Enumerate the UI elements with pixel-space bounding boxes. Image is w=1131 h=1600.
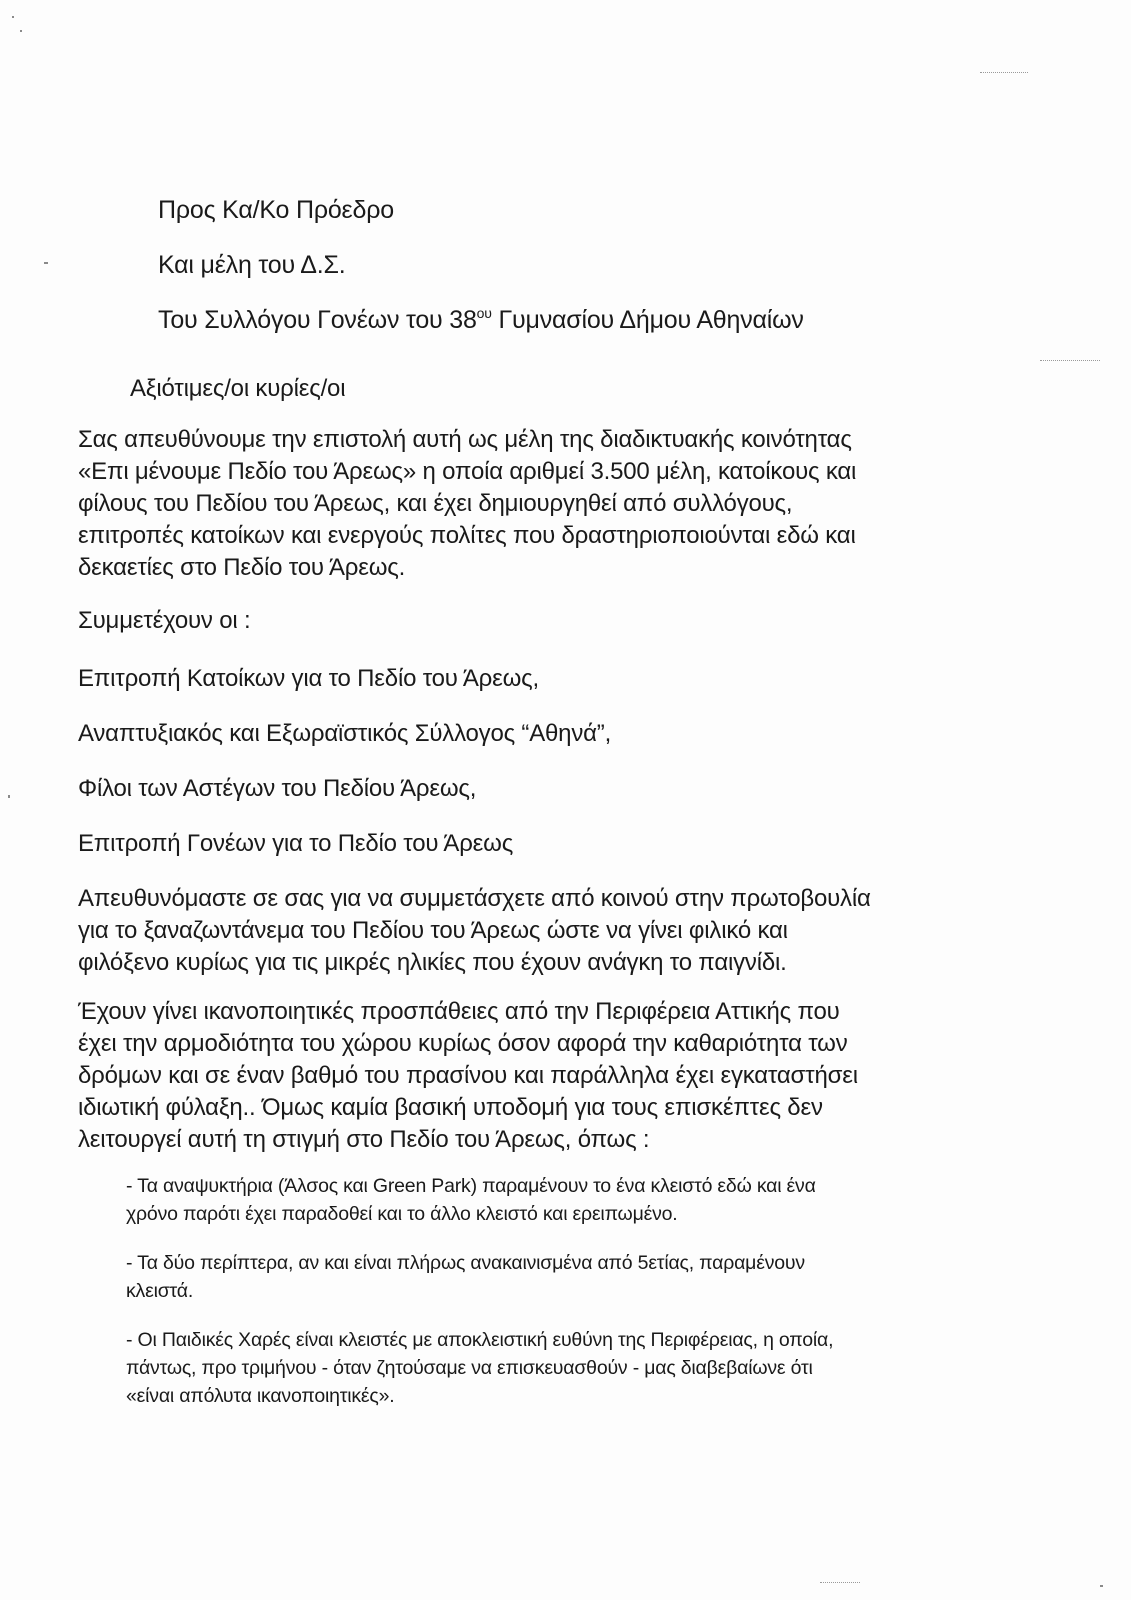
participant-item: Φίλοι των Αστέγων του Πεδίου Άρεως, (78, 775, 477, 802)
scan-speck (1100, 1585, 1103, 1587)
bullet-item: - Οι Παιδικές Χαρές είναι κλειστές με αποκλειστική ευθύνη της Περιφέρειας, η οποία, πάντως, προ τριμήνου - όταν ζητούσαμε να επισκευασθούν - μας διαβεβαίωνε ότι «είναι απόλυτα ικανοποιητικές». (126, 1329, 834, 1407)
participants-heading: Συμμετέχουν οι : (78, 607, 251, 634)
recipient-line-3 (158, 305, 804, 336)
salutation: Αξιότιμες/οι κυρίες/οι (130, 375, 346, 402)
participant-item: Επιτροπή Κατοίκων για το Πεδίο του Άρεως, (78, 665, 540, 692)
scan-speck (20, 30, 22, 32)
scan-speck (8, 795, 10, 798)
scan-dotted-mark (1040, 360, 1100, 361)
scan-dotted-mark (980, 72, 1028, 73)
participant-item: Αναπτυξιακός και Εξωραϊστικός Σύλλογος “Αθηνά”, (78, 720, 612, 747)
participant-item: Επιτροπή Γονέων για το Πεδίο του Άρεως (78, 830, 514, 857)
recipient-line-1: Προς Κα/Κο Πρόεδρο (158, 196, 394, 224)
scan-dotted-mark (820, 1582, 860, 1583)
recipient-line-3-school: Γυμνασίου Δήμου Αθηναίων (491, 306, 804, 334)
recipient-line-2: Και μέλη του Δ.Σ. (158, 251, 346, 279)
bullet-item: - Τα αναψυκτήρια (Άλσος και Green Park) παραμένουν το ένα κλειστό εδώ και ένα χρόνο παρότι έχει παραδοθεί και το άλλο κλειστό και ερειπωμένο. (126, 1175, 816, 1225)
efforts-paragraph: Έχουν γίνει ικανοποιητικές προσπάθειες από την Περιφέρεια Αττικής που έχει την αρμοδιότητα του χώρου κυρίως όσον αφορά την καθαριότητα των δρόμων και σε έναν βαθμό του πρασίνου και παράλληλα έχει εγκαταστήσει ιδιωτική φύλαξη.. Όμως καμία βασική υποδομή για τους επισκέπτες δεν λειτουργεί αυτή τη στιγμή στο Πεδίο του Άρεως, όπως : (78, 998, 858, 1153)
ordinal-superscript: ου (476, 305, 492, 321)
scan-speck (44, 262, 48, 264)
intro-paragraph: Σας απευθύνουμε την επιστολή αυτή ως μέλη της διαδικτυακής κοινότητας «Επι μένουμε Πεδίο του Άρεως» η οποία αριθμεί 3.500 μέλη, κατοίκους και φίλους του Πεδίου του Άρεως, και έχει δημιουργηθεί από συλλόγους, επιτροπές κατοίκων και ενεργούς πολίτες που δραστηριοποιούνται εδώ και δεκαετίες στο Πεδίο του Άρεως. (78, 426, 857, 581)
appeal-paragraph: Απευθυνόμαστε σε σας για να συμμετάσχετε από κοινού στην πρωτοβουλία για το ξαναζωντάνεμα του Πεδίου του Άρεως ώστε να γίνει φιλικό και φιλόξενο κυρίως για τις μικρές ηλικίες που έχουν ανάγκη το παιγνίδι. (78, 885, 871, 976)
recipient-line-3-text: Του Συλλόγου Γονέων του 38 (158, 306, 477, 334)
scan-speck (12, 16, 14, 18)
bullet-item: - Τα δύο περίπτερα, αν και είναι πλήρως ανακαινισμένα από 5ετίας, παραμένουν κλειστά. (126, 1252, 805, 1302)
